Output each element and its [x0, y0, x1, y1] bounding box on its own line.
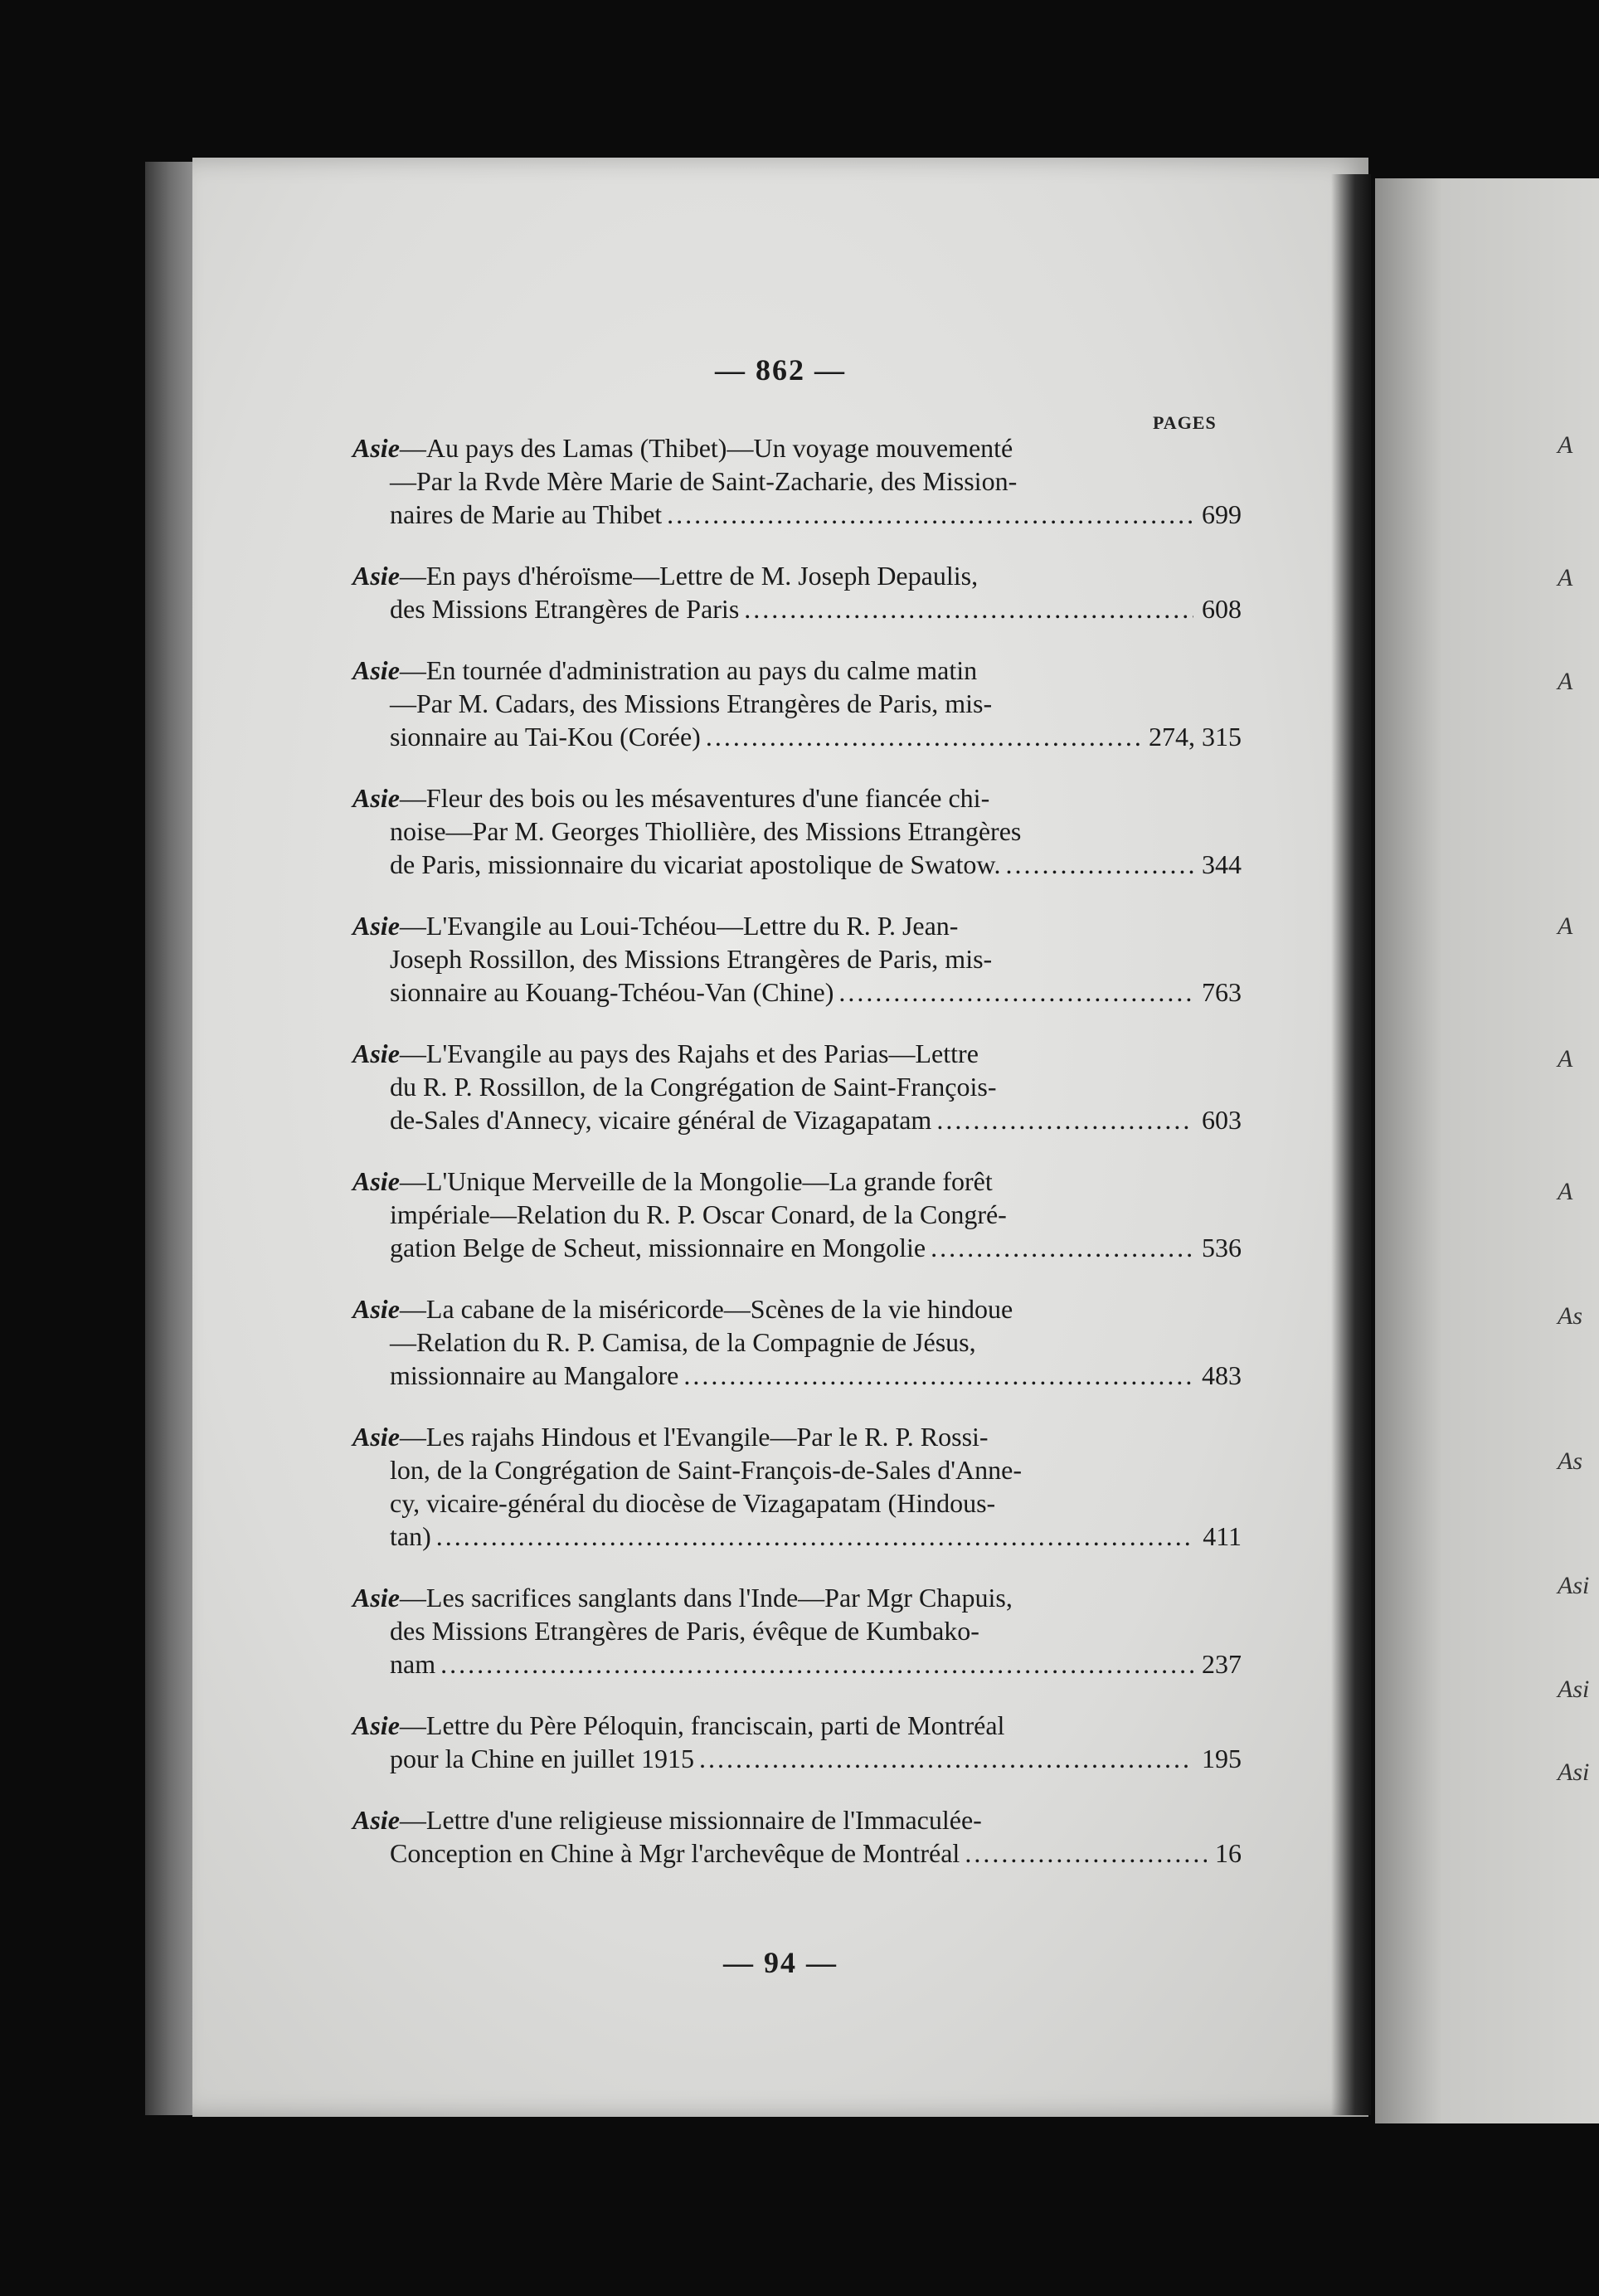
facing-mark: Asi	[1558, 1572, 1590, 1599]
toc-entry-text: —Relation du R. P. Camisa, de la Compagnie de Jésus,	[390, 1327, 976, 1357]
toc-entry-subject: Asie	[352, 1294, 400, 1324]
toc-entry-subject: Asie	[352, 1710, 400, 1740]
facing-mark: Asi	[1558, 1676, 1590, 1703]
toc-entry-final-line	[352, 1742, 1242, 1775]
toc-entry	[352, 431, 1242, 531]
toc-entry	[352, 781, 1242, 881]
dot-leader	[936, 1103, 1193, 1136]
toc-entry-page-number: 195	[1202, 1744, 1242, 1773]
toc-entry	[352, 909, 1242, 1009]
toc-entry-line	[352, 1614, 1242, 1647]
dot-leader	[683, 1359, 1193, 1392]
toc-entry-subject: Asie	[352, 911, 400, 941]
top-folio: — 862 —	[715, 353, 846, 387]
toc-entry-text: sionnaire au Kouang-Tchéou-Van (Chine)	[390, 977, 834, 1007]
toc-entry-line	[352, 1420, 1242, 1453]
toc-entry-page-number: 411	[1203, 1521, 1242, 1551]
dot-leader	[436, 1520, 1194, 1553]
bottom-folio: — 94 —	[723, 1946, 838, 1979]
toc-entry-text: —Lettre d'une religieuse missionnaire de l'Immaculée-	[399, 1805, 982, 1835]
toc-entry-text: cy, vicaire-général du diocèse de Vizagapatam (Hindous-	[390, 1488, 996, 1518]
dot-leader	[667, 498, 1193, 531]
toc-entry-subject: Asie	[352, 1805, 400, 1835]
toc-entry-line	[352, 1453, 1242, 1486]
dot-leader	[744, 592, 1193, 625]
toc-entry-text: —Fleur des bois ou les mésaventures d'une fiancée chi-	[399, 783, 990, 813]
toc-entry-line	[352, 1292, 1242, 1326]
table-of-contents	[352, 431, 1242, 1898]
toc-entry-line	[352, 654, 1242, 687]
dot-leader	[1005, 848, 1193, 881]
toc-entry-text: —L'Evangile au pays des Rajahs et des Parias—Lettre	[399, 1039, 979, 1068]
toc-entry-final-line	[352, 720, 1242, 753]
toc-entry-line	[352, 559, 1242, 592]
toc-entry-text: Conception en Chine à Mgr l'archevêque de Montréal	[390, 1838, 960, 1868]
toc-entry-final-line	[352, 848, 1242, 881]
toc-entry-page-number: 344	[1202, 849, 1242, 879]
toc-entry-text: —Les rajahs Hindous et l'Evangile—Par le R. P. Rossi-	[399, 1422, 989, 1452]
facing-mark: A	[1558, 912, 1573, 940]
toc-entry-final-line	[352, 1103, 1242, 1136]
toc-entry-text: —L'Unique Merveille de la Mongolie—La grande forêt	[399, 1166, 993, 1196]
toc-entry-text: —L'Evangile au Loui-Tchéou—Lettre du R. P. Jean-	[399, 911, 959, 941]
toc-entry-line	[352, 815, 1242, 848]
toc-entry-subject: Asie	[352, 1583, 400, 1613]
toc-entry-text: —Par M. Cadars, des Missions Etrangères de Paris, mis-	[390, 688, 993, 718]
toc-entry-subject: Asie	[352, 1039, 400, 1068]
toc-entry-text: des Missions Etrangères de Paris	[390, 594, 740, 624]
toc-entry-line	[352, 1326, 1242, 1359]
toc-entry-line	[352, 465, 1242, 498]
dot-leader	[699, 1742, 1193, 1775]
toc-entry-text: pour la Chine en juillet 1915	[390, 1744, 695, 1773]
dot-leader	[706, 720, 1140, 753]
toc-entry-final-line	[352, 1231, 1242, 1264]
toc-entry-line	[352, 1709, 1242, 1742]
toc-entry-final-line	[352, 1520, 1242, 1553]
toc-entry-line	[352, 1803, 1242, 1836]
toc-entry-line	[352, 909, 1242, 942]
toc-entry-text: —La cabane de la miséricorde—Scènes de la vie hindoue	[399, 1294, 1013, 1324]
toc-entry-final-line	[352, 498, 1242, 531]
toc-entry	[352, 1037, 1242, 1136]
toc-entry-subject: Asie	[352, 1166, 400, 1196]
toc-entry-text: —En tournée d'administration au pays du calme matin	[399, 655, 978, 685]
toc-entry	[352, 1165, 1242, 1264]
toc-entry-final-line	[352, 592, 1242, 625]
facing-mark: A	[1558, 431, 1573, 459]
facing-mark: Asi	[1558, 1758, 1590, 1786]
toc-entry-page-number: 536	[1202, 1233, 1242, 1262]
toc-entry-line	[352, 431, 1242, 465]
dot-leader	[440, 1647, 1193, 1681]
toc-entry-text: —Lettre du Père Péloquin, franciscain, parti de Montréal	[399, 1710, 1005, 1740]
toc-entry	[352, 1803, 1242, 1870]
toc-entry-text: —Par la Rvde Mère Marie de Saint-Zacharie, des Mission-	[390, 466, 1018, 496]
facing-mark: A	[1558, 668, 1573, 695]
toc-entry-final-line	[352, 1836, 1242, 1870]
toc-entry-page-number: 237	[1202, 1649, 1242, 1679]
toc-entry-text: tan)	[390, 1521, 431, 1551]
toc-entry-line	[352, 1165, 1242, 1198]
toc-entry-text: de Paris, missionnaire du vicariat apostolique de Swatow.	[390, 849, 1001, 879]
facing-mark: As	[1558, 1447, 1582, 1475]
toc-entry-text: impériale—Relation du R. P. Oscar Conard, de la Congré-	[390, 1199, 1007, 1229]
toc-entry-text: sionnaire au Tai-Kou (Corée)	[390, 722, 701, 752]
toc-entry-text: du R. P. Rossillon, de la Congrégation de Saint-François-	[390, 1072, 997, 1102]
toc-entry-line	[352, 1486, 1242, 1520]
toc-entry-page-number: 699	[1202, 499, 1242, 529]
toc-entry	[352, 559, 1242, 625]
toc-entry-text: noise—Par M. Georges Thiollière, des Missions Etrangères	[390, 816, 1022, 846]
toc-entry-line	[352, 1198, 1242, 1231]
toc-entry-final-line	[352, 975, 1242, 1009]
toc-entry-page-number: 603	[1202, 1105, 1242, 1135]
toc-entry-text: —Les sacrifices sanglants dans l'Inde—Par Mgr Chapuis,	[399, 1583, 1013, 1613]
toc-entry-line	[352, 687, 1242, 720]
toc-entry-final-line	[352, 1359, 1242, 1392]
facing-mark: As	[1558, 1302, 1582, 1330]
toc-entry-text: —En pays d'héroïsme—Lettre de M. Joseph Depaulis,	[399, 561, 979, 591]
toc-entry-text: lon, de la Congrégation de Saint-François-de-Sales d'Anne-	[390, 1455, 1023, 1485]
toc-entry-line	[352, 1037, 1242, 1070]
toc-entry-subject: Asie	[352, 783, 400, 813]
toc-entry-page-number: 16	[1215, 1838, 1242, 1868]
toc-entry-text: nam	[390, 1649, 436, 1679]
toc-entry-text: de-Sales d'Annecy, vicaire général de Vizagapatam	[390, 1105, 932, 1135]
toc-entry	[352, 1581, 1242, 1681]
toc-entry	[352, 1292, 1242, 1392]
toc-entry-page-number: 608	[1202, 594, 1242, 624]
toc-entry-subject: Asie	[352, 433, 400, 463]
toc-entry-subject: Asie	[352, 655, 400, 685]
facing-page	[1375, 178, 1599, 2123]
dot-leader	[931, 1231, 1193, 1264]
toc-entry-line	[352, 1070, 1242, 1103]
page-gutter	[1331, 174, 1371, 2115]
dot-leader	[838, 975, 1193, 1009]
toc-entry-page-number: 274, 315	[1149, 722, 1242, 752]
toc-entry-page-number: 483	[1202, 1360, 1242, 1390]
toc-entry-text: —Au pays des Lamas (Thibet)—Un voyage mouvementé	[399, 433, 1013, 463]
toc-entry-text: Joseph Rossillon, des Missions Etrangères de Paris, mis-	[390, 944, 993, 974]
toc-entry-line	[352, 1581, 1242, 1614]
toc-entry-text: naires de Marie au Thibet	[390, 499, 663, 529]
facing-mark: A	[1558, 564, 1573, 591]
facing-mark: A	[1558, 1045, 1573, 1073]
toc-entry	[352, 1709, 1242, 1775]
toc-entry-subject: Asie	[352, 561, 400, 591]
toc-entry	[352, 654, 1242, 753]
pages-column-header: PAGES	[1153, 412, 1217, 433]
dot-leader	[965, 1836, 1207, 1870]
toc-entry-text: missionnaire au Mangalore	[390, 1360, 679, 1390]
toc-entry-subject: Asie	[352, 1422, 400, 1452]
toc-entry-final-line	[352, 1647, 1242, 1681]
facing-mark: A	[1558, 1178, 1573, 1205]
toc-entry-line	[352, 942, 1242, 975]
toc-entry-text: des Missions Etrangères de Paris, évêque de Kumbako-	[390, 1616, 979, 1646]
toc-entry-text: gation Belge de Scheut, missionnaire en Mongolie	[390, 1233, 926, 1262]
toc-entry-line	[352, 781, 1242, 815]
toc-entry	[352, 1420, 1242, 1553]
toc-entry-page-number: 763	[1202, 977, 1242, 1007]
